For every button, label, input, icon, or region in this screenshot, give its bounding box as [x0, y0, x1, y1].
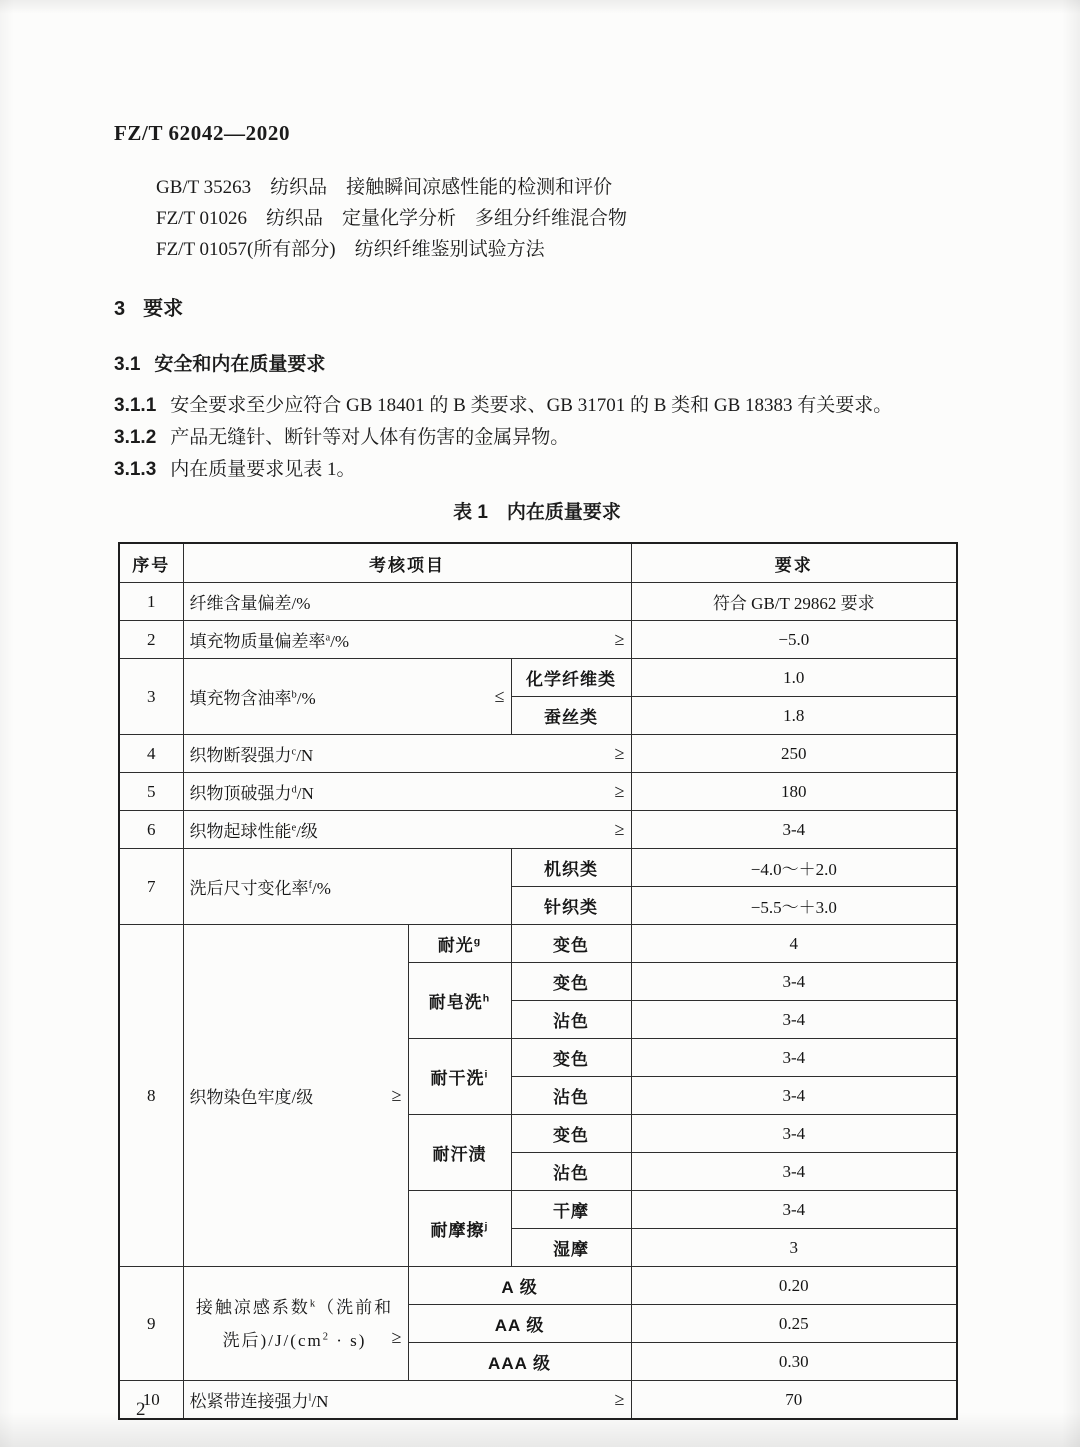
- row-no: 4: [119, 735, 183, 773]
- table-header-row: [119, 543, 957, 583]
- row-no: 10: [119, 1381, 183, 1420]
- operator: ≥: [391, 1326, 402, 1347]
- item-cell: [183, 1381, 631, 1420]
- item-cell: [183, 773, 631, 811]
- item-name: 织物起球性能: [189, 822, 292, 841]
- req-cell: 3-4: [631, 1115, 957, 1153]
- req-cell: 4: [631, 925, 957, 963]
- table-row: [119, 583, 957, 621]
- table-row: [119, 1267, 957, 1305]
- item-name: 接触凉感系数: [195, 1297, 310, 1317]
- clause-3-1-1: [114, 392, 892, 420]
- item-name: 织物染色牢度/级: [189, 1088, 314, 1107]
- footnote-ref: e: [291, 822, 297, 834]
- item-cell: [183, 925, 408, 1267]
- item-name: 填充物含油率: [189, 689, 292, 708]
- clause-text: 内在质量要求见表 1。: [170, 459, 356, 480]
- req-cell: 3: [631, 1229, 957, 1267]
- header-cell-req: 要求: [631, 543, 957, 583]
- operator: ≥: [614, 819, 625, 839]
- page-number: 2: [136, 1399, 146, 1420]
- req-cell: −4.0～＋2.0: [631, 849, 957, 887]
- footnote-ref: h: [482, 992, 491, 1005]
- item-unit: /N: [311, 1392, 329, 1411]
- grade-cell: A 级: [408, 1267, 631, 1305]
- operator: ≤: [494, 686, 505, 706]
- operator: ≥: [614, 781, 625, 801]
- fastness-type-cell: 变色: [511, 1115, 631, 1153]
- subcategory-cell: 化学纤维类: [511, 659, 631, 697]
- fastness-type-cell: 湿摩: [511, 1229, 631, 1267]
- footnote-ref: g: [473, 935, 482, 948]
- row-no: 6: [119, 811, 183, 849]
- section-heading-3: [114, 292, 183, 321]
- req-cell: 0.30: [631, 1343, 957, 1381]
- item-name: 填充物质量偏差率: [189, 632, 326, 651]
- row-no: 8: [119, 925, 183, 1267]
- req-cell: 0.25: [631, 1305, 957, 1343]
- req-cell: 3-4: [631, 1077, 957, 1115]
- fastness-type-cell: 变色: [511, 1039, 631, 1077]
- section-heading-3-1: [114, 349, 325, 376]
- req-cell: 0.20: [631, 1267, 957, 1305]
- req-cell: 180: [631, 773, 957, 811]
- item-name: 松紧带连接强力: [189, 1392, 309, 1411]
- grade-cell: AAA 级: [408, 1343, 631, 1381]
- req-cell: −5.0: [631, 621, 957, 659]
- subcategory-cell: 针织类: [511, 887, 631, 925]
- operator: ≥: [391, 1085, 402, 1105]
- req-cell: −5.5～＋3.0: [631, 887, 957, 925]
- clause-text: 安全要求至少应符合 GB 18401 的 B 类要求、GB 31701 的 B 类和 GB 18383 有关要求。: [170, 395, 893, 416]
- section-title: 安全和内在质量要求: [154, 354, 326, 375]
- operator: ≥: [614, 629, 625, 649]
- fastness-type-cell: 沾色: [511, 1001, 631, 1039]
- row-no: 3: [119, 659, 183, 735]
- footnote-ref: b: [291, 689, 297, 701]
- item-cell: 接触凉感系数$^k$（洗前和洗后)$/J/(cm^2 \cdot s)$ ≥: [183, 1267, 408, 1381]
- item-cell: [183, 811, 631, 849]
- req-cell: 1.8: [631, 697, 957, 735]
- item-name: 织物断裂强力: [189, 746, 292, 765]
- req-cell: 1.0: [631, 659, 957, 697]
- header-cell-no: 序号: [119, 543, 183, 583]
- row-no: 2: [119, 621, 183, 659]
- fastness-type-cell: 沾色: [511, 1153, 631, 1191]
- row-no: 9: [119, 1267, 183, 1381]
- req-cell: 3-4: [631, 1039, 957, 1077]
- subcategory-cell: 机织类: [511, 849, 631, 887]
- table-row: [119, 621, 957, 659]
- req-cell: 70: [631, 1381, 957, 1420]
- fastness-type-cell: 干摩: [511, 1191, 631, 1229]
- fastness-group-cell: 耐干洗$^i$: [408, 1039, 511, 1115]
- fastness-type-cell: 变色: [511, 963, 631, 1001]
- section-title: 要求: [143, 298, 184, 320]
- table-row: [119, 1381, 957, 1420]
- clause-3-1-2: [114, 424, 569, 452]
- req-cell: 3-4: [631, 963, 957, 1001]
- req-cell: 250: [631, 735, 957, 773]
- item-unit: /N: [296, 784, 314, 803]
- superscript-2: 2: [322, 1330, 330, 1342]
- item-unit: /%: [330, 632, 350, 651]
- grade-cell: AA 级: [408, 1305, 631, 1343]
- item-cell: [183, 735, 631, 773]
- clause-number: 3.1.3: [114, 459, 157, 480]
- item-cell: [183, 583, 631, 621]
- operator: ≥: [614, 1389, 625, 1409]
- req-cell: 3-4: [631, 1001, 957, 1039]
- footnote-ref: l: [308, 1392, 312, 1404]
- row-no: 5: [119, 773, 183, 811]
- header-cell-item: 考核项目: [183, 543, 631, 583]
- row-no: 1: [119, 583, 183, 621]
- fastness-type-cell: 变色: [511, 925, 631, 963]
- item-unit: /%: [312, 879, 331, 898]
- subcategory-cell: 蚕丝类: [511, 697, 631, 735]
- clause-3-1-3: [114, 456, 356, 484]
- item-name: 纤维含量偏差/%: [189, 594, 311, 613]
- item-cell: [183, 621, 631, 659]
- fastness-group-cell: 耐摩擦$^j$: [408, 1191, 511, 1267]
- reference-item: FZ/T 01026 纺织品 定量化学分析 多组分纤维混合物: [156, 208, 627, 229]
- operator: ≥: [614, 743, 625, 763]
- section-number: 3: [114, 298, 126, 320]
- item-cell: [183, 659, 511, 735]
- fastness-group-cell: 耐汗渍: [408, 1115, 511, 1191]
- section-number: 3.1: [114, 354, 141, 375]
- item-cell: [183, 849, 511, 925]
- item-unit: /N: [296, 746, 314, 765]
- req-cell: 3-4: [631, 1191, 957, 1229]
- item-name: 织物顶破强力: [189, 784, 292, 803]
- item-unit: /%: [296, 689, 316, 708]
- fastness-group-cell: 耐皂洗$^h$: [408, 963, 511, 1039]
- fastness-group-cell: 耐光$^g$: [408, 925, 511, 963]
- table-row: [119, 659, 957, 697]
- req-cell: 符合 GB/T 29862 要求: [631, 583, 957, 621]
- table-row: [119, 811, 957, 849]
- clause-number: 3.1.2: [114, 427, 157, 448]
- footnote-ref: j: [484, 1220, 489, 1233]
- table-row: [119, 735, 957, 773]
- fastness-type-cell: 沾色: [511, 1077, 631, 1115]
- reference-item: FZ/T 01057(所有部分) 纺织纤维鉴别试验方法: [156, 239, 545, 260]
- item-unit: /级: [296, 822, 318, 841]
- footnote-ref: f: [308, 879, 313, 891]
- reference-list: [156, 172, 627, 265]
- table-row: [119, 773, 957, 811]
- reference-item: GB/T 35263 纺织品 接触瞬间凉感性能的检测和评价: [156, 177, 613, 198]
- table-caption: 表 1 内在质量要求: [453, 502, 621, 523]
- footnote-ref: d: [291, 784, 297, 796]
- footnote-ref: i: [484, 1068, 489, 1081]
- quality-requirements-table: [118, 542, 958, 1420]
- footnote-ref: k: [309, 1297, 318, 1309]
- table-row: [119, 925, 957, 963]
- item-name: 洗后尺寸变化率: [189, 879, 309, 898]
- clause-text: 产品无缝针、断针等对人体有伤害的金属异物。: [170, 427, 570, 448]
- standard-code: FZ/T 62042—2020: [114, 121, 291, 145]
- footnote-ref: a: [325, 632, 331, 644]
- table-row: [119, 849, 957, 887]
- req-cell: 3-4: [631, 811, 957, 849]
- req-cell: 3-4: [631, 1153, 957, 1191]
- footnote-ref: c: [291, 746, 297, 758]
- clause-number: 3.1.1: [114, 395, 157, 416]
- row-no: 7: [119, 849, 183, 925]
